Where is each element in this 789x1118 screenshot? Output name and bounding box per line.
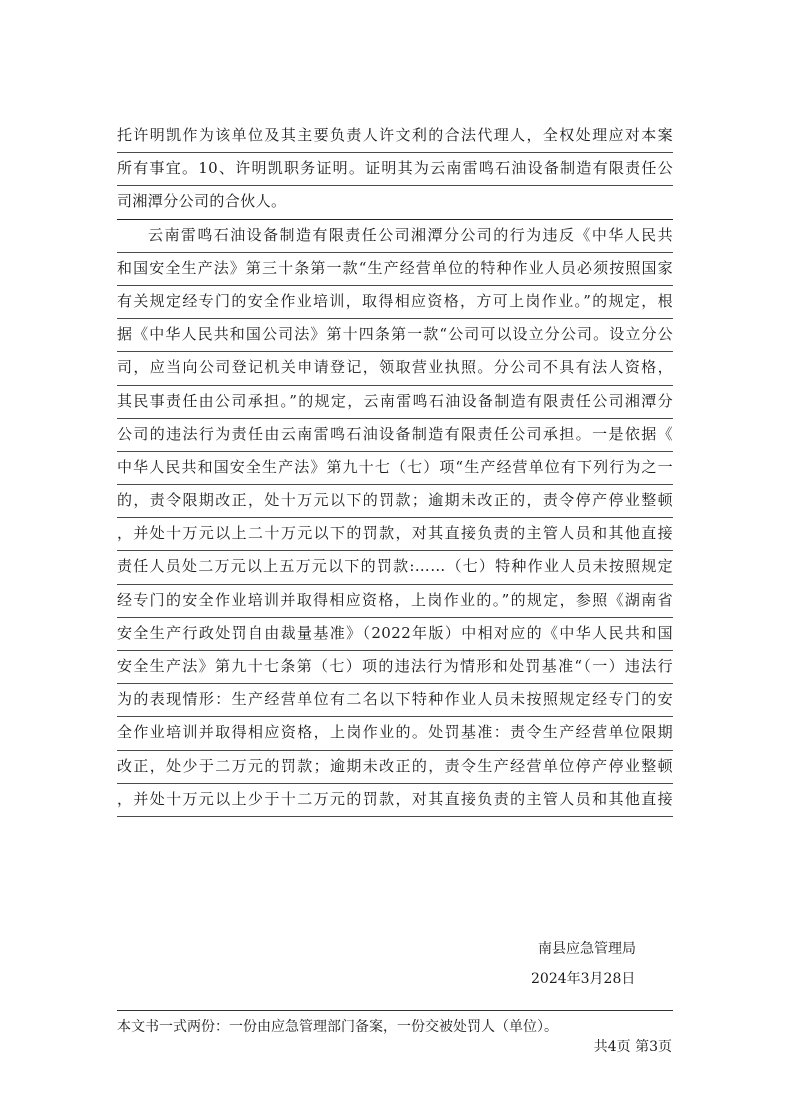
text-line: ，并处十万元以上二十万元以下的罚款，对其直接负责的主管人员和其他直接 (117, 518, 673, 551)
text-line: 司，应当向公司登记机关申请登记，领取营业执照。分公司不具有法人资格， (117, 352, 673, 385)
page-number: 共4页 第3页 (593, 1039, 672, 1055)
text-line: 经专门的安全作业培训并取得相应资格，上岗作业的。”的规定，参照《湖南省 (117, 585, 673, 618)
text-line: 责任人员处二万元以上五万元以下的罚款:……（七）特种作业人员未按照规定 (117, 551, 673, 584)
text-line: 改正，处少于二万元的罚款；逾期未改正的，责令生产经营单位停产停业整顿 (117, 751, 673, 784)
text-line: 中华人民共和国安全生产法》第九十七（七）项“生产经营单位有下列行为之一 (117, 452, 673, 485)
footer-divider (117, 1010, 673, 1011)
text-line: 云南雷鸣石油设备制造有限责任公司湘潭分公司的行为违反《中华人民共 (117, 220, 673, 253)
signature-org: 南县应急管理局 (538, 941, 636, 957)
text-line: ，并处十万元以上少于十二万元的罚款，对其直接负责的主管人员和其他直接 (117, 784, 673, 817)
text-line: 为的表现情形：生产经营单位有二名以下特种作业人员未按照规定经专门的安 (117, 684, 673, 717)
text-line: 有关规定经专门的安全作业培训，取得相应资格，方可上岗作业。”的规定，根 (117, 286, 673, 319)
text-line: 托许明凯作为该单位及其主要负责人许文利的合法代理人，全权处理应对本案 (117, 120, 673, 153)
text-line: 全作业培训并取得相应资格，上岗作业的。处罚基准：责令生产经营单位限期 (117, 717, 673, 750)
document-body (117, 120, 673, 817)
text-line: 公司的违法行为责任由云南雷鸣石油设备制造有限责任公司承担。一是依据《 (117, 419, 673, 452)
text-line: 安全生产行政处罚自由裁量基准》（2022年版）中相对应的《中华人民共和国 (117, 618, 673, 651)
text-line: 其民事责任由公司承担。”的规定，云南雷鸣石油设备制造有限责任公司湘潭分 (117, 386, 673, 419)
signature-date: 2024年3月28日 (531, 971, 636, 987)
footer-note: 本文书一式两份：一份由应急管理部门备案，一份交被处罚人（单位）。 (117, 1019, 558, 1035)
text-line: 司湘潭分公司的合伙人。 (117, 186, 673, 219)
text-line: 和国安全生产法》第三十条第一款“生产经营单位的特种作业人员必须按照国家 (117, 253, 673, 286)
text-line: 据《中华人民共和国公司法》第十四条第一款“公司可以设立分公司。设立分公 (117, 319, 673, 352)
text-line: 的，责令限期改正，处十万元以下的罚款；逾期未改正的，责令停产停业整顿 (117, 485, 673, 518)
text-line: 安全生产法》第九十七条第（七）项的违法行为情形和处罚基准“（一）违法行 (117, 651, 673, 684)
text-line: 所有事宜。10、许明凯职务证明。证明其为云南雷鸣石油设备制造有限责任公 (117, 153, 673, 186)
